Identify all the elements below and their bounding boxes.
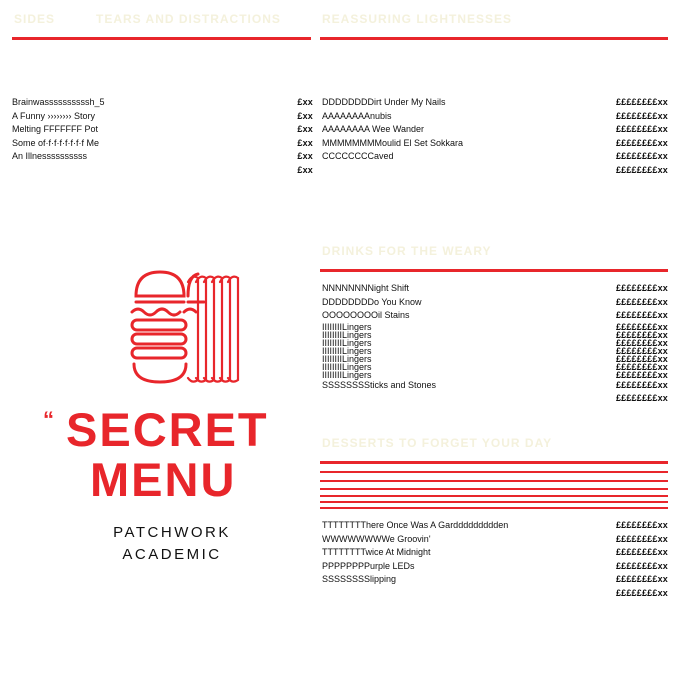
item-name: TTTTTTTThere Once Was A Garddddddddden [322, 520, 509, 530]
item-price: ££££££££xx [615, 283, 668, 293]
divider [320, 471, 668, 473]
title-secret: SECRET [66, 403, 269, 456]
item-price: ££££££££xx [615, 520, 668, 530]
item-name: Melting FFFFFFF Pot [12, 124, 99, 134]
item-name: Some of·f·f·f·f·f·f·f Me [12, 137, 100, 148]
divider [320, 37, 668, 40]
item-price: ££££££££xx [615, 574, 668, 584]
list-item [12, 137, 313, 151]
item-name: TTTTTTTTwice At Midnight [322, 547, 431, 557]
quote-mark: “ [43, 407, 54, 432]
item-price: ££££££££xx [615, 361, 668, 372]
list-item [322, 137, 668, 151]
item-name: A Funny ›››››››› Story [12, 110, 96, 121]
list-item [322, 164, 668, 178]
subtitle-line1: PATCHWORK [113, 524, 231, 541]
divider [320, 461, 668, 464]
item-price: ££££££££xx [615, 321, 668, 332]
item-price: ££££££££xx [615, 547, 668, 557]
item-price: ££££££££xx [615, 151, 668, 161]
list-item [12, 123, 313, 137]
item-name: IIIIIIIILingers [322, 329, 372, 340]
list-item [322, 519, 668, 533]
mains-header: REASSURING LIGHTNESSES [322, 12, 513, 26]
sides-header: TEARS AND DISTRACTIONS [96, 12, 281, 26]
item-name: IIIIIIIILingers [322, 369, 372, 380]
item-name: OOOOOOOOil Stains [322, 310, 410, 320]
item-name: SSSSSSSSticks and Stones [322, 379, 437, 390]
item-price: ££££££££xx [615, 533, 668, 544]
item-price: ££££££££xx [615, 587, 668, 598]
list-item [322, 560, 668, 574]
item-price: £xx [297, 97, 313, 107]
item-name: DDDDDDDDo You Know [322, 296, 422, 307]
list-item [322, 309, 668, 323]
list-item [322, 110, 668, 124]
item-price: ££££££££xx [615, 345, 668, 356]
item-name: IIIIIIIILingers [322, 321, 372, 332]
item-name: NNNNNNNNight Shift [322, 283, 410, 293]
item-name: An Illnessssssssss [12, 151, 88, 161]
list-item [322, 282, 668, 296]
list-item [12, 96, 313, 110]
list-item [322, 96, 668, 110]
item-name: IIIIIIIILingers [322, 345, 372, 356]
drinks-list [322, 282, 668, 406]
item-price: ££££££££xx [615, 164, 668, 175]
list-item [322, 573, 668, 587]
item-price: ££££££££xx [615, 310, 668, 320]
item-price: £xx [297, 164, 313, 175]
item-name: Brainwassssssssssh_5 [12, 97, 105, 107]
divider [320, 480, 668, 482]
list-item [322, 379, 668, 393]
item-name: MMMMMMMMoulid El Set Sokkara [322, 137, 464, 148]
list-item [322, 371, 668, 379]
list-item [322, 296, 668, 310]
list-item [322, 587, 668, 601]
item-price: ££££££££xx [615, 137, 668, 148]
item-price: ££££££££xx [615, 369, 668, 380]
item-price: ££££££££xx [615, 353, 668, 364]
item-name: AAAAAAAAnubis [322, 110, 392, 121]
divider [320, 488, 668, 490]
item-price: £xx [297, 137, 313, 148]
item-price: £xx [297, 151, 313, 161]
item-name: AAAAAAAA Wee Wander [322, 124, 425, 134]
list-item [12, 164, 313, 178]
item-name: WWWWWWWWe Groovin' [322, 533, 431, 544]
item-price: ££££££££xx [615, 124, 668, 134]
item-price: ££££££££xx [615, 337, 668, 348]
divider [320, 501, 668, 503]
item-price: ££££££££xx [615, 329, 668, 340]
subtitle-line2: ACADEMIC [122, 546, 222, 563]
item-name: SSSSSSSSlipping [322, 574, 397, 584]
item-name: PPPPPPPPurple LEDs [322, 560, 415, 571]
divider [320, 269, 668, 272]
item-name: DDDDDDDDirt Under My Nails [322, 97, 446, 107]
item-name: CCCCCCCCaved [322, 151, 394, 161]
list-item [12, 110, 313, 124]
desserts-list [322, 519, 668, 600]
item-price: ££££££££xx [615, 379, 668, 390]
divider [320, 507, 668, 509]
item-price: £xx [297, 124, 313, 134]
item-price: ££££££££xx [615, 296, 668, 307]
mains-list [322, 96, 668, 177]
list-item [322, 123, 668, 137]
item-price: ££££££££xx [615, 110, 668, 121]
divider [12, 37, 311, 40]
item-name: IIIIIIIILingers [322, 361, 372, 372]
lingers-group [322, 323, 668, 379]
item-name: IIIIIIIILingers [322, 353, 372, 364]
item-name: IIIIIIIILingers [322, 337, 372, 348]
list-item [322, 546, 668, 560]
item-price: ££££££££xx [615, 393, 668, 403]
burger-icon [122, 270, 252, 388]
title-menu: MENU [90, 453, 237, 506]
list-item [322, 150, 668, 164]
list-item [322, 533, 668, 547]
desserts-header: DESSERTS TO FORGET YOUR DAY [322, 436, 553, 450]
drinks-header: DRINKS FOR THE WEARY [322, 244, 492, 258]
sides-header-short: SIDES [14, 12, 56, 26]
list-item [12, 150, 313, 164]
item-price: £xx [297, 110, 313, 121]
list-item [322, 392, 668, 406]
sides-list [12, 96, 313, 177]
item-price: ££££££££xx [615, 560, 668, 571]
item-price: ££££££££xx [615, 97, 668, 107]
divider [320, 495, 668, 497]
